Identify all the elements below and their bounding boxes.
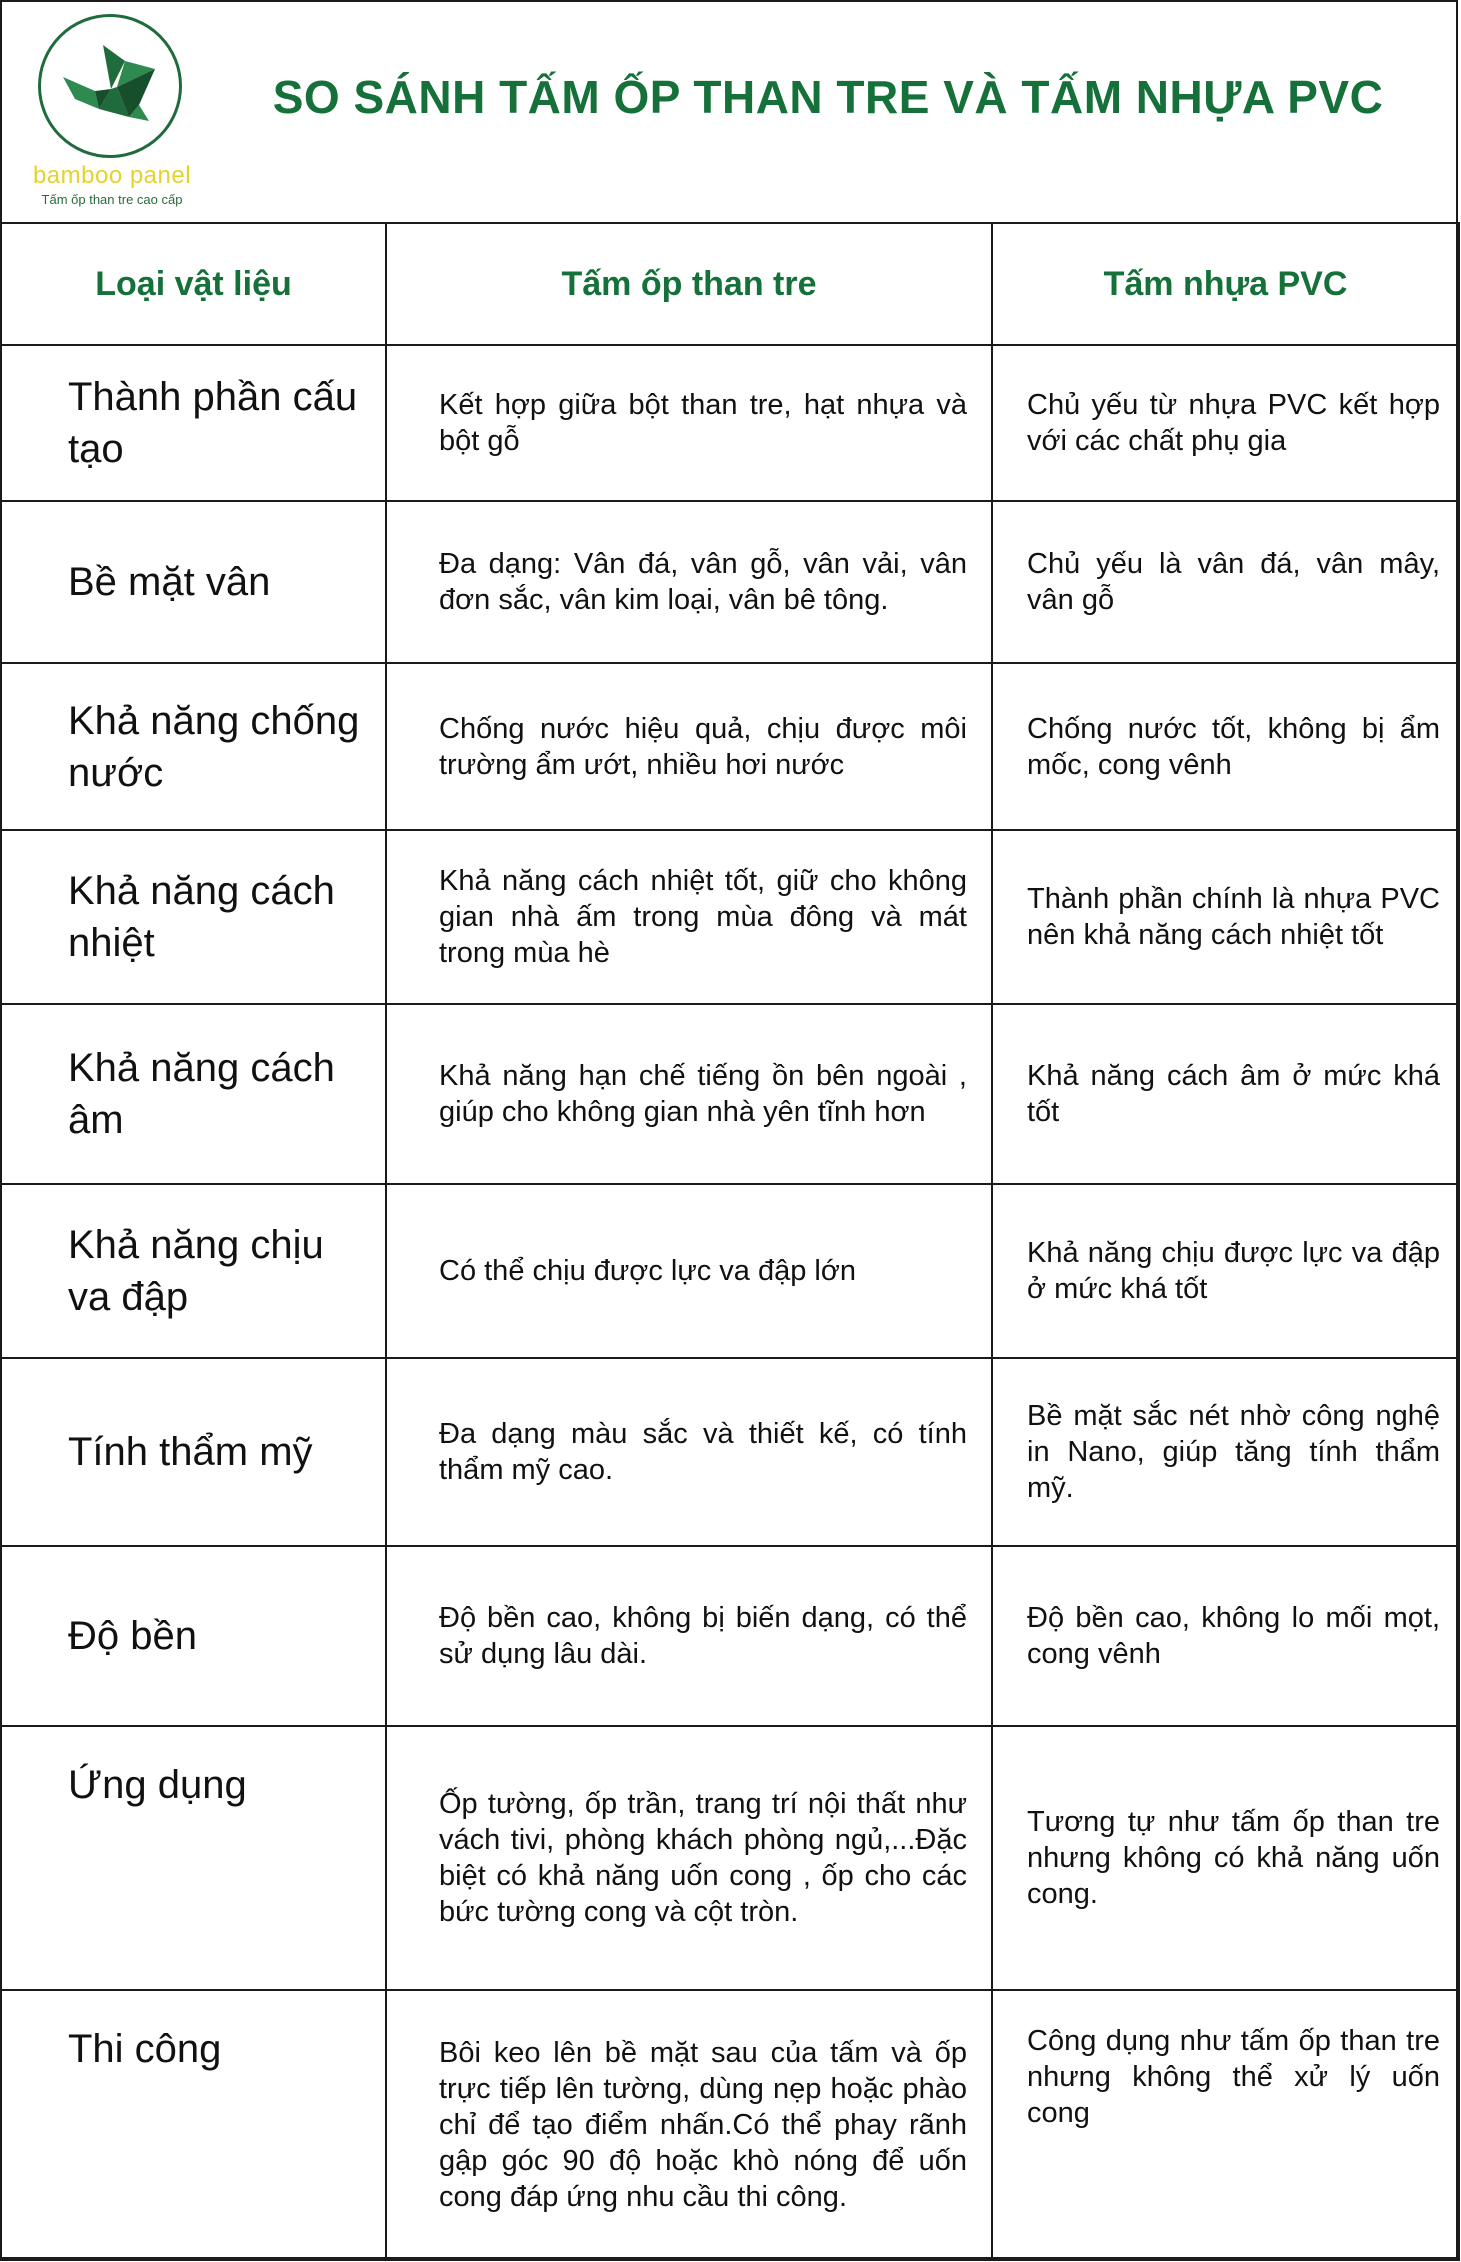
header (0, 0, 1458, 224)
row-label: Khả năng chống nước (1, 663, 386, 830)
bamboo-cell: Kết hợp giữa bột than tre, hạt nhựa và bột gỗ (386, 345, 992, 501)
bamboo-cell: Có thể chịu được lực va đập lớn (386, 1184, 992, 1358)
paper-crane-icon (55, 39, 165, 129)
bamboo-cell: Ốp tường, ốp trần, trang trí nội thất như vách tivi, phòng khách phòng ngủ,...Đặc biệt có khả năng uốn cong , ốp cho các bức tường cong và cột tròn. (386, 1726, 992, 1990)
row-label: Khả năng chịu va đập (1, 1184, 386, 1358)
logo-tagline: Tấm ốp than tre cao cấp (41, 192, 183, 207)
header-pvc-panel: Tấm nhựa PVC (992, 223, 1459, 345)
table-row (1, 663, 1459, 830)
bamboo-cell: Khả năng cách nhiệt tốt, giữ cho không gian nhà ấm trong mùa đông và mát trong mùa hè (386, 830, 992, 1004)
table-row (1, 830, 1459, 1004)
row-label: Bề mặt vân (1, 501, 386, 663)
page-title: SO SÁNH TẤM ỐP THAN TRE VÀ TẤM NHỰA PVC (272, 71, 1384, 123)
logo-brand-name: bamboo panel (32, 162, 192, 189)
row-label: Ứng dụng (1, 1726, 386, 1990)
pvc-cell: Công dụng như tấm ốp than tre nhưng không thể xử lý uốn cong (992, 1990, 1459, 2260)
pvc-cell: Bề mặt sắc nét nhờ công nghệ in Nano, giúp tăng tính thẩm mỹ. (992, 1358, 1459, 1546)
pvc-cell: Chủ yếu là vân đá, vân mây, vân gỗ (992, 501, 1459, 663)
pvc-cell: Chống nước tốt, không bị ẩm mốc, cong vênh (992, 663, 1459, 830)
pvc-cell: Khả năng cách âm ở mức khá tốt (992, 1004, 1459, 1184)
row-label: Độ bền (1, 1546, 386, 1726)
table-row (1, 1990, 1459, 2260)
row-label: Thành phần cấu tạo (1, 345, 386, 501)
row-label: Thi công (1, 1990, 386, 2260)
table-row (1, 1546, 1459, 1726)
bamboo-cell: Khả năng hạn chế tiếng ồn bên ngoài , giúp cho không gian nhà yên tĩnh hơn (386, 1004, 992, 1184)
table-row (1, 1726, 1459, 1990)
table-row (1, 1004, 1459, 1184)
bamboo-cell: Độ bền cao, không bị biến dạng, có thể sử dụng lâu dài. (386, 1546, 992, 1726)
header-bamboo-panel: Tấm ốp than tre (386, 223, 992, 345)
bamboo-cell: Chống nước hiệu quả, chịu được môi trường ẩm ướt, nhiều hơi nước (386, 663, 992, 830)
row-label: Tính thẩm mỹ (1, 1358, 386, 1546)
pvc-cell: Chủ yếu từ nhựa PVC kết hợp với các chất phụ gia (992, 345, 1459, 501)
header-material: Loại vật liệu (1, 223, 386, 345)
row-label: Khả năng cách âm (1, 1004, 386, 1184)
table-row (1, 1184, 1459, 1358)
table-header-row (1, 223, 1459, 345)
pvc-cell: Khả năng chịu được lực va đập ở mức khá tốt (992, 1184, 1459, 1358)
comparison-table (0, 222, 1460, 2261)
pvc-cell: Thành phần chính là nhựa PVC nên khả năng cách nhiệt tốt (992, 830, 1459, 1004)
bamboo-cell: Bôi keo lên bề mặt sau của tấm và ốp trực tiếp lên tường, dùng nẹp hoặc phào chỉ để tạo điểm nhấn.Có thể phay rãnh gập góc 90 độ hoặc khò nóng để uốn cong đáp ứng nhu cầu thi công. (386, 1990, 992, 2260)
logo-circle (38, 14, 182, 158)
brand-logo (22, 14, 202, 209)
bamboo-cell: Đa dạng màu sắc và thiết kế, có tính thẩm mỹ cao. (386, 1358, 992, 1546)
row-label: Khả năng cách nhiệt (1, 830, 386, 1004)
table-row (1, 345, 1459, 501)
bamboo-cell: Đa dạng: Vân đá, vân gỗ, vân vải, vân đơn sắc, vân kim loại, vân bê tông. (386, 501, 992, 663)
pvc-cell: Độ bền cao, không lo mối mọt, cong vênh (992, 1546, 1459, 1726)
table-row (1, 501, 1459, 663)
pvc-cell: Tương tự như tấm ốp than tre nhưng không có khả năng uốn cong. (992, 1726, 1459, 1990)
table-row (1, 1358, 1459, 1546)
